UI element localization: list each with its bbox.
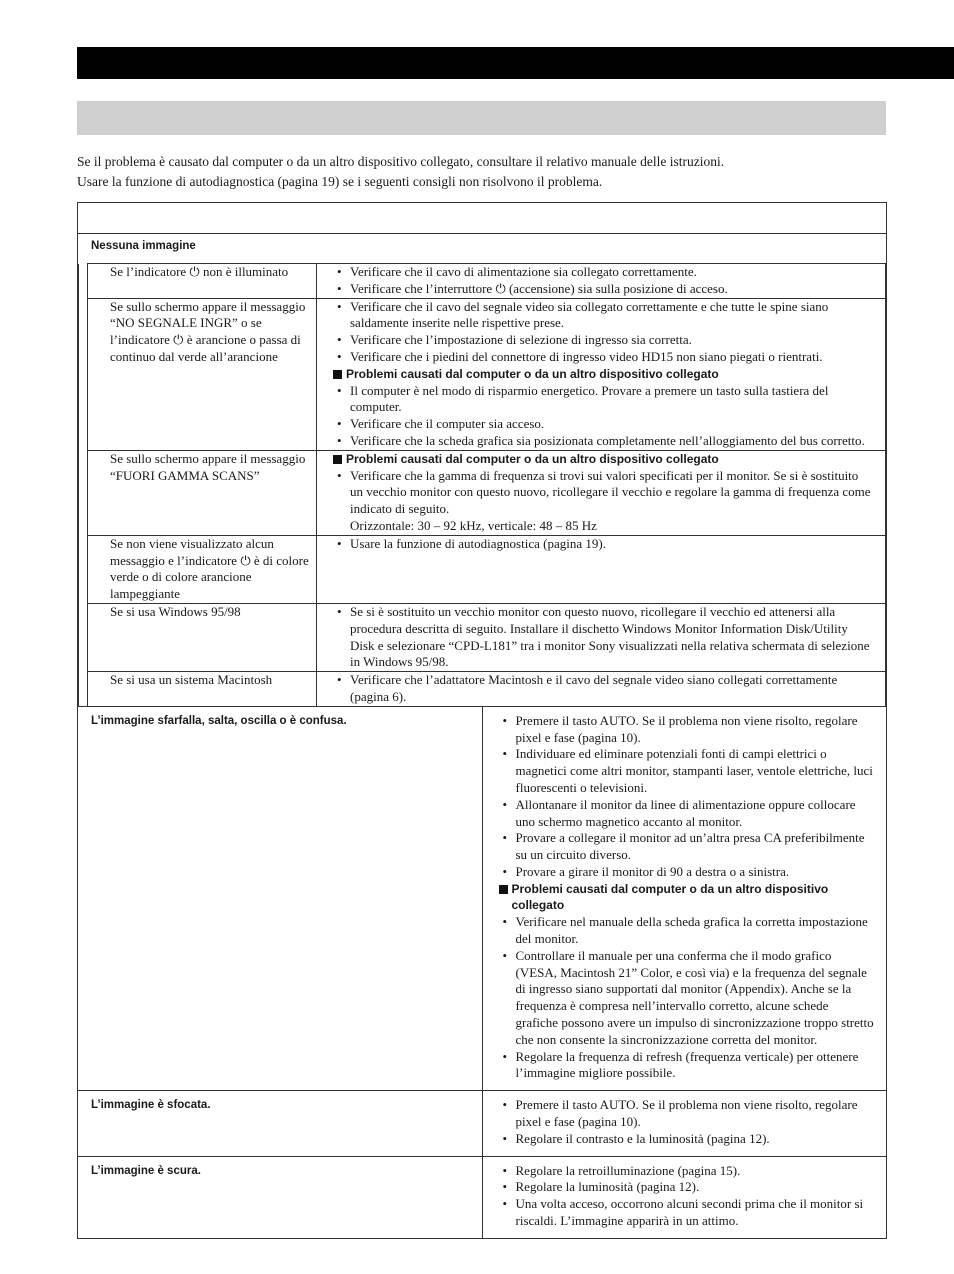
condition-cell (88, 603, 317, 671)
section-title: Nessuna immagine (91, 240, 196, 252)
solution-list (499, 1097, 875, 1147)
solution-cell (317, 298, 886, 450)
bullet-text: Problemi causati dal computer o da un altro dispositivo collegato (346, 451, 719, 466)
bullet-text: Verificare che il cavo di alimentazione sia collegato correttamente. (350, 264, 697, 279)
bullet-text: Verificare che l’adattatore Macintosh e il cavo del segnale video siano collegati correttamente (pagina 6). (350, 672, 838, 704)
bullet-item (499, 713, 875, 747)
condition-text: Se si usa Windows 95/98 (110, 603, 241, 619)
bullet-item (499, 948, 875, 1049)
section-row (78, 234, 887, 707)
bullet-item (333, 264, 873, 281)
bullet-item (499, 1131, 875, 1148)
bullet-text: Usare la funzione di autodiagnostica (pagina 19). (350, 535, 606, 551)
bullet-item (333, 536, 873, 553)
table-row (79, 672, 886, 706)
bullet-text: Regolare la retroilluminazione (pagina 15). (515, 1162, 741, 1178)
bullet-text: Problemi causati dal computer o da un altro dispositivo collegato (511, 881, 829, 913)
bullet-text: Premere il tasto AUTO. Se il problema non viene risolto, regolare pixel e fase (pagina 10). (515, 712, 858, 745)
intro-text (77, 152, 897, 192)
section-gray-bar (77, 101, 886, 135)
sub-table (78, 263, 886, 706)
header-black-bar (77, 47, 954, 79)
condition-cell (88, 535, 317, 603)
condition-text: Se sullo schermo appare il messaggio “NO SEGNALE INGR” o se l’indicatore ⏻ è arancione o passa di continuo dal verde all’arancione (110, 298, 306, 364)
solution-cell (482, 706, 887, 1091)
table-header-row (78, 203, 887, 234)
bullet-item (499, 746, 875, 796)
bullet-item (499, 1179, 875, 1196)
subheading (499, 881, 875, 915)
bullet-text: Il computer è nel modo di risparmio energetico. Provare a premere un tasto sulla tastiera del computer. (350, 382, 829, 415)
bullet-item (333, 383, 873, 417)
solution-cell (482, 1156, 887, 1238)
bullet-text: Problemi causati dal computer o da un altro dispositivo collegato (346, 366, 719, 381)
bullet-text: Regolare la frequenza di refresh (frequenza verticale) per ottenere l’immagine migliore possibile. (515, 1048, 859, 1081)
bullet-item (499, 864, 875, 881)
bullet-item (333, 604, 873, 671)
bullet-text: Verificare che il computer sia acceso. (350, 416, 545, 432)
solution-list (499, 713, 875, 1083)
bullet-text: Controllare il manuale per una conferma che il modo grafico (VESA, Macintosh 21” Color, e così via) e la frequenza del segnale di ingresso siano supportati dal monitor (Appendix). Anche se la frequenza è compresa nell’intervallo corretto, alcune schede grafiche possono avere un impulso di sincronizzazione troppo stretto che non consente la sincronizzazione corretta del monitor. (515, 947, 874, 1047)
solution-cell (317, 264, 886, 299)
bullet-item (333, 416, 873, 433)
bullet-item (499, 1163, 875, 1180)
bullet-item (499, 1049, 875, 1083)
bullet-text: Se si è sostituito un vecchio monitor con questo nuovo, ricollegare il vecchio ed attenersi alla procedura descritta di seguito. Installare il dischetto Windows Monitor Information Disk/Utility Disk e selezionare “CPD-L181” tra i monitor Sony visualizzati nella relativa schermata di selezione in Windows 95/98. (350, 603, 870, 670)
solution-list (333, 451, 873, 535)
table-row (79, 264, 886, 299)
solution-cell (317, 603, 886, 671)
condition-cell (88, 672, 317, 706)
subheading (333, 366, 873, 383)
category-row (78, 1156, 887, 1238)
solution-list (499, 1163, 875, 1230)
troubleshooting-table (77, 202, 887, 1239)
bullet-text: Provare a girare il monitor di 90 a destra o a sinistra. (515, 863, 790, 879)
bullet-item (333, 349, 873, 366)
table-row (79, 535, 886, 603)
bullet-item (333, 281, 873, 298)
solution-cell (317, 450, 886, 535)
table-row (79, 450, 886, 535)
condition-text: Se l’indicatore ⏻ non è illuminato (110, 264, 289, 279)
bullet-item (333, 433, 873, 450)
condition-cell (88, 264, 317, 299)
intro-line: Usare la funzione di autodiagnostica (pagina 19) se i seguenti consigli non risolvono il problema. (77, 174, 603, 189)
solution-list (333, 536, 873, 553)
solution-list (333, 299, 873, 450)
category-title: L’immagine è sfocata. (78, 1091, 483, 1156)
solution-list (333, 672, 873, 706)
bullet-text: Verificare che la gamma di frequenza si trovi sui valori specificati per il monitor. Se si è sostituito un vecchio monitor con questo nuovo, ricollegare il vecchio e regolare la gamma di frequenza come indicato di seguito. (350, 467, 871, 517)
bullet-text: Provare a collegare il monitor ad un’altra presa CA preferibilmente su un circuito diverso. (515, 830, 865, 863)
bullet-text: Verificare che il cavo del segnale video sia collegato correttamente e che tutte le spine siano saldamente inserite nelle rispettive prese. (350, 298, 829, 331)
bullet-text: Verificare che la scheda grafica sia posizionata completamente nell’alloggiamento del bus corretto. (350, 432, 865, 448)
bullet-text: Verificare che l’interruttore ⏻ (accensione) sia sulla posizione di acceso. (350, 280, 728, 296)
condition-cell (88, 298, 317, 450)
bullet-item (499, 1196, 875, 1230)
bullet-text: Regolare il contrasto e la luminosità (pagina 12). (515, 1130, 770, 1146)
solution-list (333, 604, 873, 671)
intro-line: Se il problema è causato dal computer o da un altro dispositivo collegato, consultare il relativo manuale delle istruzioni. (77, 154, 725, 169)
category-title: L’immagine è scura. (78, 1156, 483, 1238)
bullet-item (333, 672, 873, 706)
bullet-text: Individuare ed eliminare potenziali fonti di campi elettrici o magnetici come altri monitor, stampanti laser, ventole elettriche, luci fluorescenti o televisioni. (515, 746, 873, 795)
bullet-item (499, 830, 875, 864)
bullet-text: Regolare la luminosità (pagina 12). (515, 1179, 700, 1195)
bullet-text: Verificare che l’impostazione di selezione di ingresso sia corretta. (350, 332, 692, 348)
category-row (78, 1091, 887, 1156)
bullet-item (333, 332, 873, 349)
bullet-text: Verificare nel manuale della scheda grafica la corretta impostazione del monitor. (515, 914, 868, 947)
bullet-item (333, 468, 873, 535)
bullet-item (499, 914, 875, 948)
solution-cell (482, 1091, 887, 1156)
bullet-text: Verificare che i piedini del connettore di ingresso video HD15 non siano piegati o rientrati. (350, 348, 823, 364)
condition-text: Se non viene visualizzato alcun messaggio e l’indicatore ⏻ è di colore verde o di colore arancione lampeggiante (110, 535, 309, 602)
table-row (79, 298, 886, 450)
bullet-item (499, 1097, 875, 1131)
bullet-text: Allontanare il monitor da linee di alimentazione oppure collocare uno schermo magnetico accanto al monitor. (515, 796, 856, 829)
solution-cell (317, 535, 886, 603)
condition-text: Se sullo schermo appare il messaggio “FUORI GAMMA SCANS” (110, 450, 306, 483)
condition-text: Se si usa un sistema Macintosh (110, 672, 273, 688)
bullet-text: Premere il tasto AUTO. Se il problema non viene risolto, regolare pixel e fase (pagina 10). (515, 1097, 858, 1130)
bullet-text: Una volta acceso, occorrono alcuni secondi prima che il monitor si riscaldi. L’immagine apparirà in un attimo. (515, 1196, 864, 1229)
bullet-extra: Orizzontale: 30 – 92 kHz, verticale: 48 – 85 Hz (350, 517, 597, 533)
subheading (333, 451, 873, 468)
bullet-item (333, 299, 873, 333)
category-row (78, 706, 887, 1091)
table-row (79, 603, 886, 671)
condition-cell (88, 450, 317, 535)
category-title: L’immagine sfarfalla, salta, oscilla o è confusa. (78, 706, 483, 1091)
bullet-item (499, 797, 875, 831)
solution-list (333, 264, 873, 298)
solution-cell (317, 672, 886, 706)
